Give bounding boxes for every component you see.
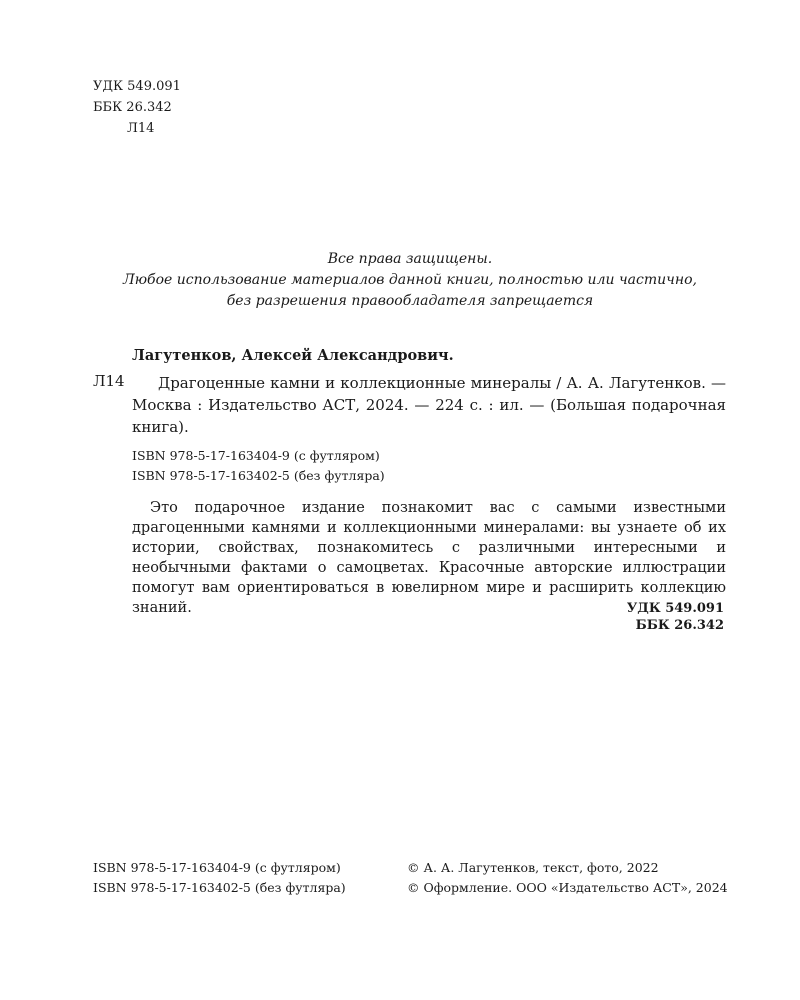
author-mark: Л14 (127, 121, 155, 136)
copyright-line: © А. А. Лагутенков, текст, фото, 2022 (407, 860, 659, 875)
isbn-line: ISBN 978-5-17-163402-5 (без футляра) (132, 468, 385, 483)
bbk-code: ББК 26.342 (93, 100, 172, 115)
isbn-line: ISBN 978-5-17-163402-5 (без футляра) (93, 880, 346, 895)
isbn-line: ISBN 978-5-17-163404-9 (с футляром) (93, 860, 341, 875)
rights-line: Любое использование материалов данной книги, полностью или частично, (123, 272, 697, 288)
isbn-list (132, 446, 385, 486)
copyright-notice (407, 858, 728, 898)
udk-code: УДК 549.091 (93, 79, 181, 94)
isbn-line: ISBN 978-5-17-163404-9 (с футляром) (132, 448, 380, 463)
copyright-line: © Оформление. ООО «Издательство АСТ», 2024 (407, 880, 728, 895)
classification-codes (93, 76, 181, 139)
rights-line: без разрешения правообладателя запрещается (226, 293, 594, 309)
bbk-code: ББК 26.342 (635, 618, 724, 633)
classification-codes-right (627, 600, 724, 634)
entry-author-mark: Л14 (93, 372, 125, 390)
entry-author: Лагутенков, Алексей Александрович. (132, 347, 454, 364)
rights-notice (0, 249, 800, 312)
annotation: Это подарочное издание познакомит вас с самыми известными драгоценными камнями и коллекционными минералами: вы узнаете об их истории, свойствах, познакомитесь с различными интересными и необычными фактами о самоцветах. Красочные авторские иллюстрации помогут вам ориентироваться в ювелирном мире и расширить коллекцию знаний. (132, 500, 726, 616)
rights-line: Все права защищены. (327, 251, 493, 267)
entry-description: Драгоценные камни и коллекционные минералы / А. А. Лагутенков. — Москва : Издательство АСТ, 2024. — 224 с. : ил. — (Большая подарочная книга). (132, 374, 726, 436)
udk-code: УДК 549.091 (626, 601, 724, 616)
footer-isbn-list (93, 858, 346, 898)
